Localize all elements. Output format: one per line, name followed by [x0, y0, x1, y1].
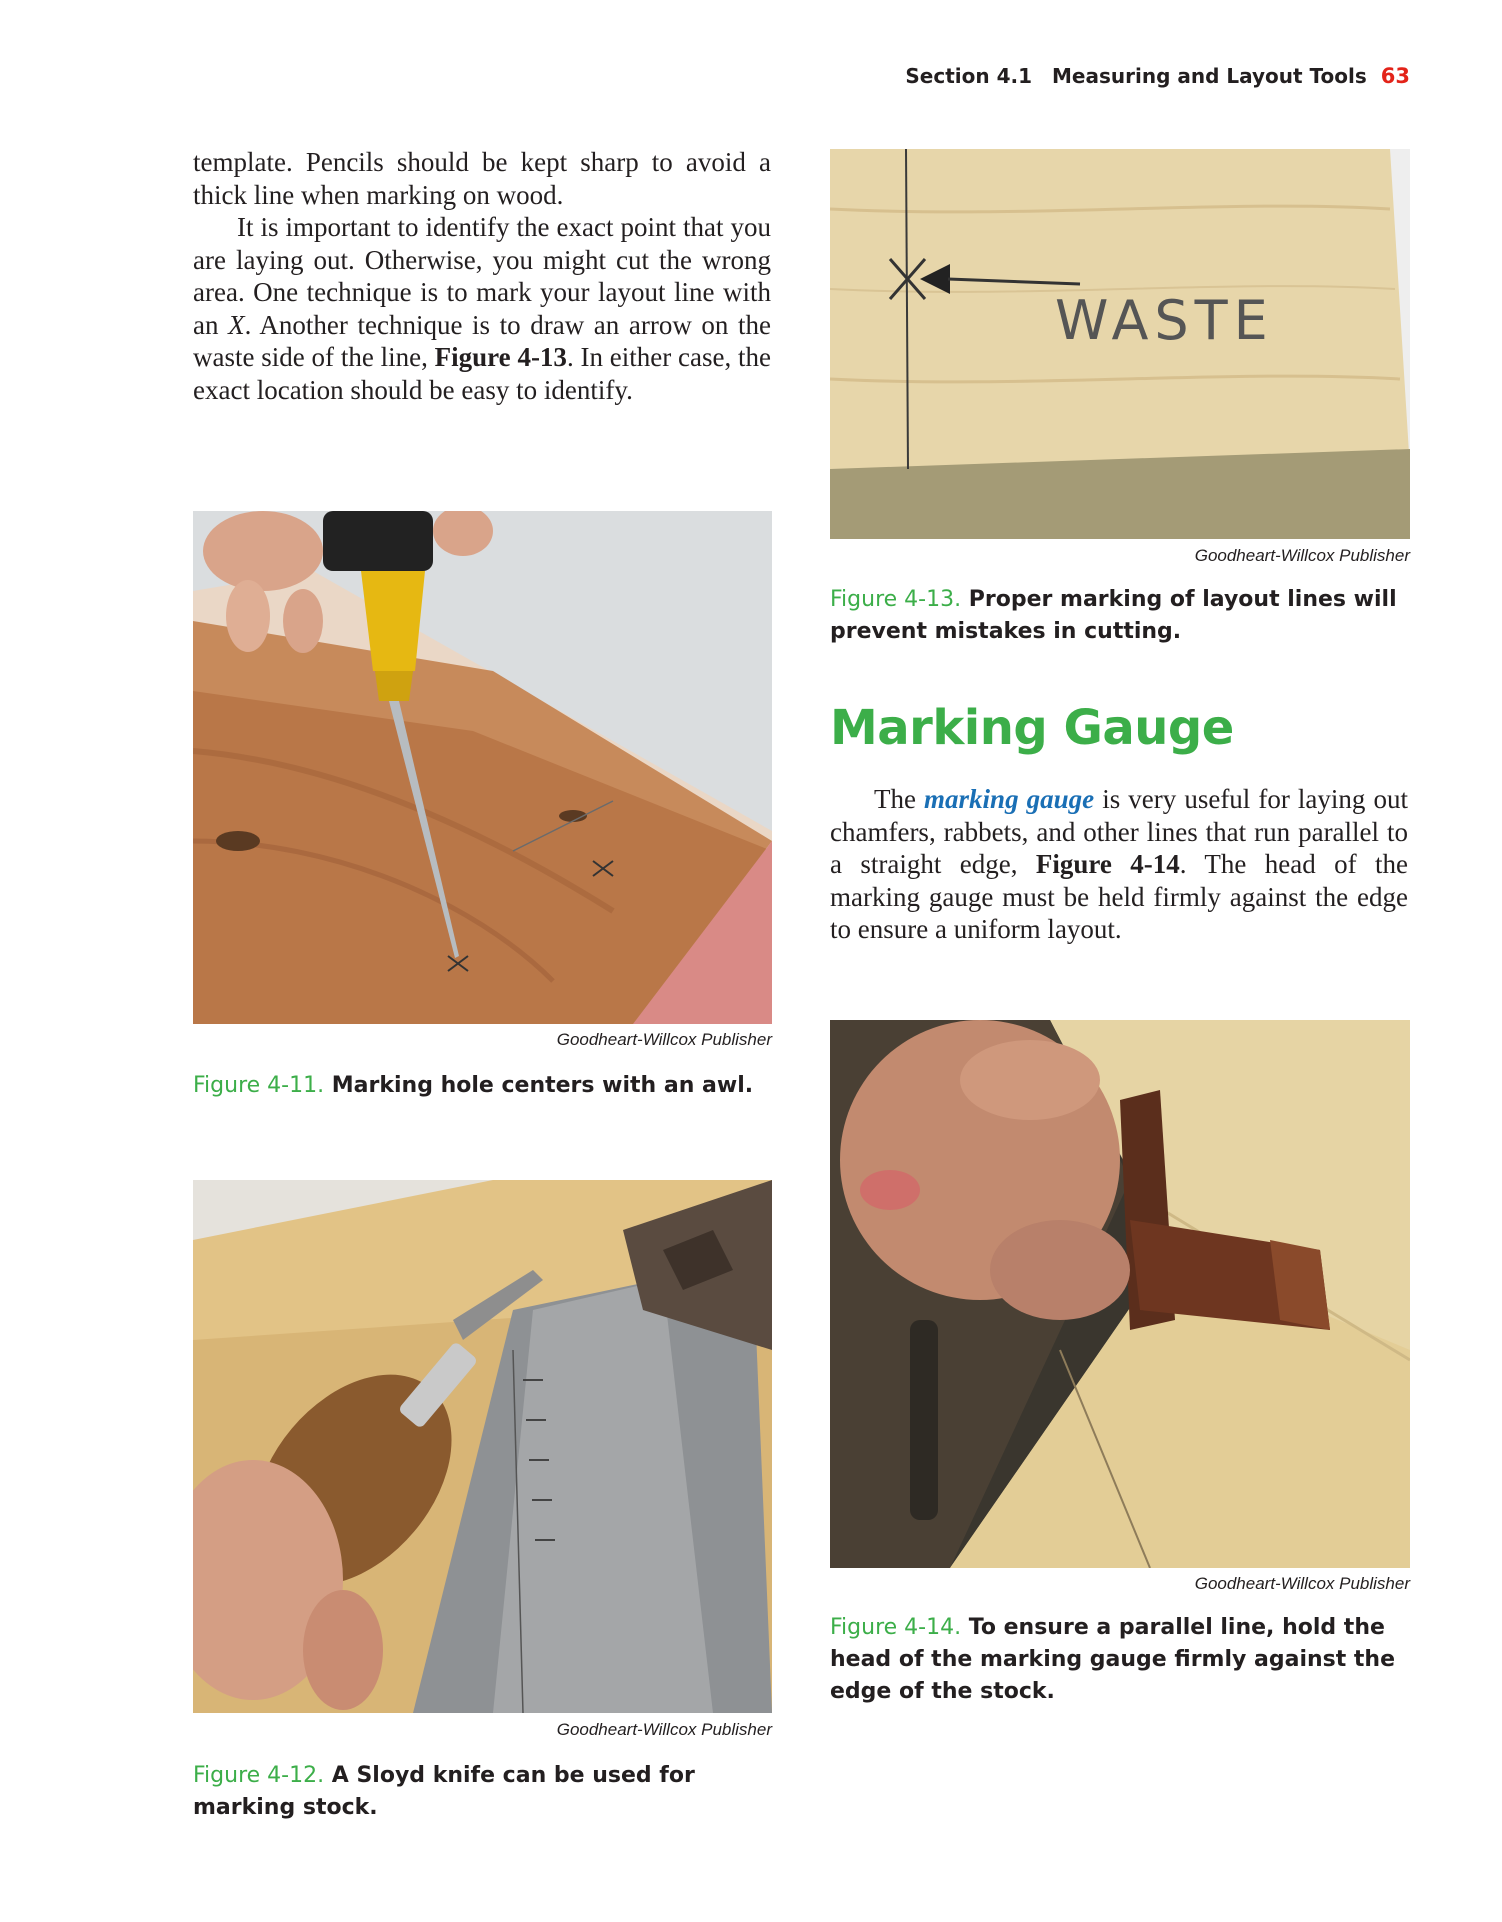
figure-4-13-credit: Goodheart-Willcox Publisher: [1194, 546, 1410, 565]
section-heading-marking-gauge: Marking Gauge: [830, 700, 1234, 756]
running-header: [905, 64, 1410, 88]
figure-ref-4-13: Figure 4-13: [434, 342, 567, 372]
figure-4-11-number: Figure 4-11.: [193, 1073, 325, 1098]
left-column-text: [193, 146, 771, 406]
figure-4-12-number: Figure 4-12.: [193, 1763, 325, 1788]
right-column-text: [830, 783, 1408, 946]
paragraph-layout-point: It is important to identify the exact point that you are laying out. Otherwise, you might cut the wrong area. One technique is to mark your layout line with an X. Another technique is to draw an arrow on the waste side of the line, Figure 4-13. In either case, the exact location should be easy to identify.: [193, 212, 772, 405]
figure-4-11-credit: Goodheart-Willcox Publisher: [556, 1030, 772, 1049]
figure-4-14-photo: [830, 1020, 1410, 1568]
mark-x: X: [228, 309, 245, 340]
figure-4-13-caption: Figure 4-13. Proper marking of layout lines will prevent mistakes in cutting.: [830, 587, 1397, 644]
section-number: Section 4.1: [905, 64, 1033, 88]
page-number: 63: [1380, 64, 1410, 88]
paragraph-marking-gauge: The marking gauge is very useful for laying out chamfers, rabbets, and other lines that run parallel to a straight edge, Figure 4-14. The head of the marking gauge must be held firmly against the edge to ensure a uniform layout.: [830, 784, 1408, 944]
figure-ref-4-14: Figure 4-14: [1035, 849, 1180, 879]
figure-4-11-photo: [193, 511, 772, 1024]
figure-4-12-credit: Goodheart-Willcox Publisher: [556, 1720, 772, 1739]
figure-4-13-number: Figure 4-13.: [830, 587, 962, 612]
figure-4-12-caption: Figure 4-12. A Sloyd knife can be used for marking stock.: [193, 1763, 695, 1820]
figure-4-14-number: Figure 4-14.: [830, 1615, 962, 1640]
key-term-marking-gauge: marking gauge: [924, 784, 1095, 814]
section-title: Measuring and Layout Tools: [1052, 64, 1367, 88]
figure-4-13-photo: [830, 149, 1410, 539]
figure-4-14-credit: Goodheart-Willcox Publisher: [1194, 1574, 1410, 1593]
figure-4-14-caption: Figure 4-14. To ensure a parallel line, hold the head of the marking gauge firmly against the edge of the stock.: [830, 1615, 1396, 1704]
paragraph-continued: template. Pencils should be kept sharp to avoid a thick line when marking on wood.: [193, 147, 771, 210]
figure-4-11-caption: Figure 4-11. Marking hole centers with an awl.: [193, 1073, 754, 1098]
figure-4-13-photo-waste-text: WASTE: [1055, 289, 1274, 352]
figure-4-12-photo: [193, 1180, 772, 1713]
